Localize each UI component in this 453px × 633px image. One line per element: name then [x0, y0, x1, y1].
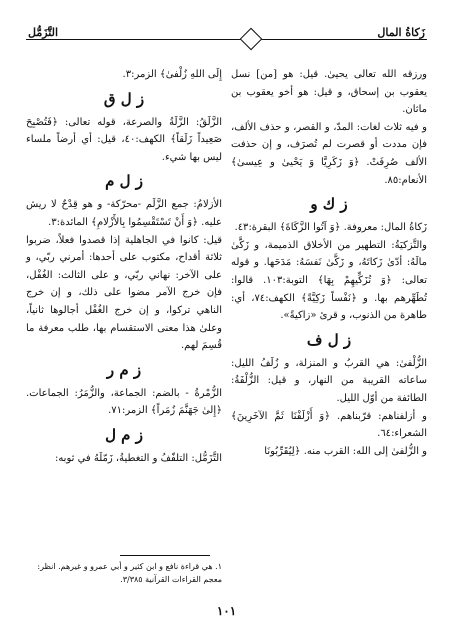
header-rule: [26, 39, 427, 40]
entry-paragraph: و فيه ثلاث لغات: المدّ، و القصر، و حذف الألف، فإن مددت أو قصرت لم تُصرَف، و إن حذفت الألف صُرِفَتْ. ﴿وَ زَكَرِيَّا وَ يَحْيىٰ و عِيسىٰ﴾ الأنعام:٨٥.: [231, 121, 427, 186]
entry-heading: ز م ر: [106, 360, 142, 379]
header-diamond-ornament: [240, 28, 263, 51]
entry-paragraph: ورزقه الله تعالى يحيىٰ. قيل: هو [من] نسل يعقوب بن إسحاق، و قيل: هو أخو يعقوب بن ماثان.: [231, 69, 427, 116]
entry-heading: ز ل ق: [103, 89, 145, 108]
entry-heading: ز ل ف: [306, 330, 352, 349]
entry-paragraph: الزَّلَقُ: الزَّلَةُ والصرعة، قوله تعالى: ﴿فَتُصْبِحَ صَعِيداً زَلَقاً﴾ الكهف:٤٠، قيل: أي أرضاً ملساء ليس بها شيء.: [26, 116, 222, 163]
entry-heading: ز ك و: [310, 195, 348, 214]
entry-paragraph: قيل: كانوا في الجاهلية إذا قصدوا فعلاً، ضربوا ثلاثة أقداح، مكتوب على أحدها: أمرني ربّي، و على الآخر: نهاني ربّي، و على الثالث: الغُفْل، فإن خرج الآمر مضوا على ذلك، و إن خرج الناهي تركوا، و إن خرج الغُفْل أجالوها ثانياً، وعلىٰ هذا معنى الاستقسام بها، طلب معرفة ما قُسِمَ لهم.: [26, 234, 222, 352]
page-number: ١٠١: [216, 604, 237, 618]
entry-paragraph: والتَّزكيَةُ: التطهير من الأخلاق الذميمة، و زَكَّىٰ مالَهُ: أدّىٰ زَكاتَهُ، و زَكَّىٰ نَفسَهُ: مَدَحَها. و قوله تعالى: ﴿وَ تُزَكِّيهِمْ بِهَا﴾ التوبة:١٠٣. قالوا: تُطَهِّرهم بها. و ﴿نَفْساً زَكِيَّةً﴾ الكهف:٧٤، أي: طاهرة من الذنوب، و قرئ «زاكيةً».: [231, 239, 427, 322]
header-right-title: زَكاةُ المال: [377, 26, 425, 39]
footnote: ١. هي قراءة نافع و ابن كثير و أبي عمرو و غيرهم. انظر: معجم القراءات القرآنية ٣/٣٨٥.: [37, 562, 222, 584]
header-left-title: التَّزَمُّل: [28, 26, 59, 39]
entry-heading: ز م ل: [105, 425, 143, 444]
right-column: [231, 66, 427, 460]
entry-heading: ز ل م: [105, 172, 143, 191]
entry-paragraph: و أزلفناهم: قرّبناهم. ﴿وَ أَزْلَفْنَا ثَمَّ الآخَرِينَ﴾ الشعراء:٦٤.: [231, 410, 427, 440]
footnote-separator: [120, 555, 210, 556]
entry-paragraph: إِلَى اللهِ زُلْفىٰ﴾ الزمر:٣.: [122, 69, 222, 80]
entry-paragraph: الزُّمْرةُ - بالضم: الجماعة، والزُّمَرُ: الجماعات. ﴿إِلىٰ جَهَنَّمَ زُمَراً﴾ الزمر:٧١.: [26, 387, 222, 417]
entry-paragraph: الأزلامُ: جمع الزَّلَم -محرّكة- و هو قِدْحٌ لا ريش عليه. ﴿وَ أَنْ تَسْتَقْسِمُوا بِالأَزْلامِ﴾ المائدة:٣.: [26, 199, 222, 228]
entry-paragraph: التَّزَمُّل: التلفّفُ و التغطيةُ، زَمّلَهُ في ثوبه:: [54, 452, 222, 464]
running-header: [26, 26, 427, 52]
left-column: [26, 66, 222, 468]
entry-paragraph: زَكاةُ المال: معروفة. ﴿وَ آتُوا الزَّكَاةَ﴾ البقرة:٤٣.: [234, 222, 427, 234]
entry-paragraph: الزُّلْفىٰ: هي القربُ و المنزلة، و زُلَفُ الليل: ساعاته القريبة من النهار، و قيل: الزُّلْفَةُ: الطائفة من أوّل الليل.: [231, 357, 427, 404]
entry-paragraph: و الزُّلفىٰ إلى الله: القرب منه. ﴿لِيُقَرِّبُونَا: [264, 445, 427, 457]
